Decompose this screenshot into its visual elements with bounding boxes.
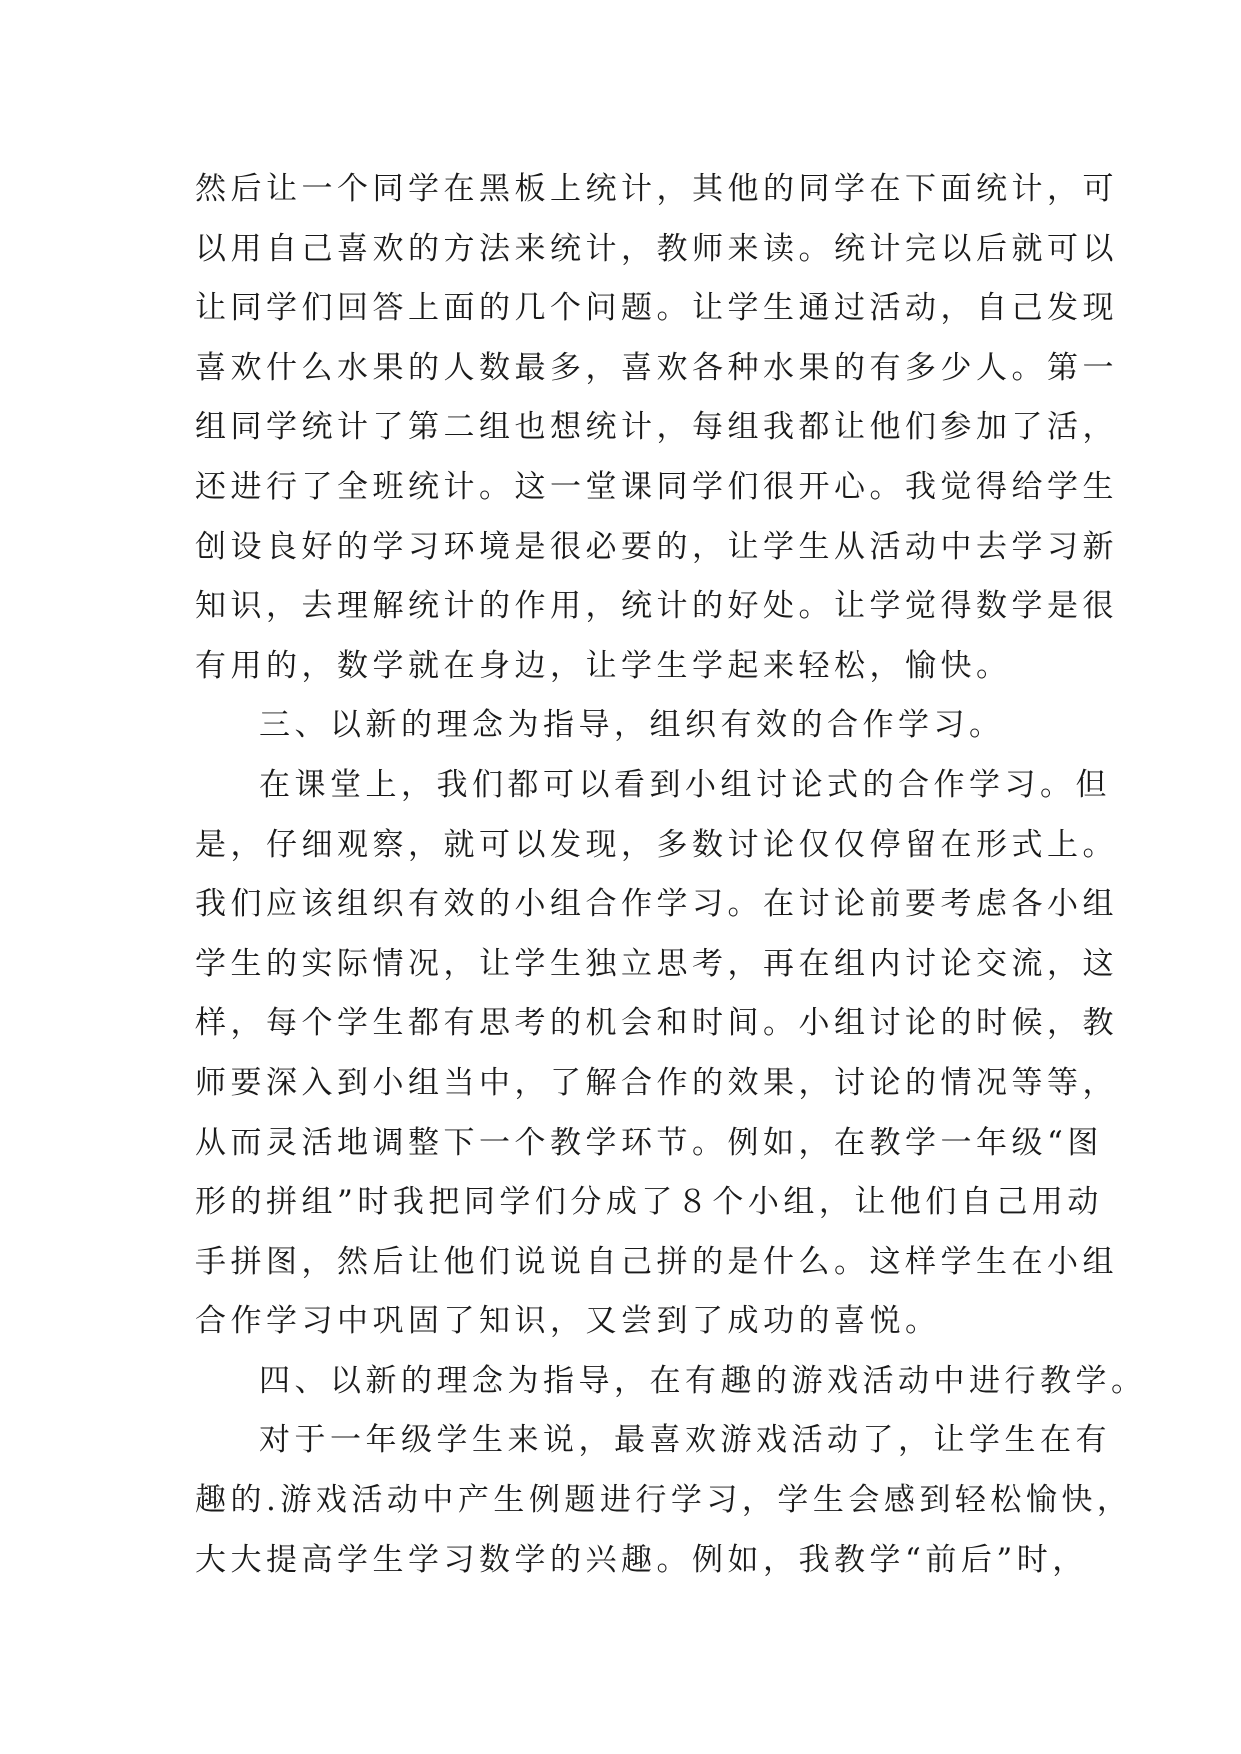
text-line: 然后让一个同学在黑板上统计，其他的同学在下面统计，可 bbox=[195, 171, 1118, 207]
text-line: 对于一年级学生来说，最喜欢游戏活动了，让学生在有 bbox=[259, 1422, 1111, 1459]
text-line: 师要深入到小组当中，了解合作的效果，讨论的情况等等， bbox=[195, 1064, 1118, 1101]
text-line: 还进行了全班统计。这一堂课同学们很开心。我觉得给学生 bbox=[195, 468, 1118, 505]
section-heading: 四、以新的理念为指导，在有趣的游戏活动中进行教学。 bbox=[259, 1362, 1147, 1399]
section-heading: 三、以新的理念为指导，组织有效的合作学习。 bbox=[259, 707, 1005, 744]
text-line: 学生的实际情况，让学生独立思考，再在组内讨论交流，这 bbox=[195, 945, 1118, 982]
text-line: 合作学习中巩固了知识，又尝到了成功的喜悦。 bbox=[195, 1303, 941, 1340]
text-line: 手拼图，然后让他们说说自己拼的是什么。这样学生在小组 bbox=[195, 1243, 1118, 1280]
text-line: 我们应该组织有效的小组合作学习。在讨论前要考虑各小组 bbox=[195, 886, 1118, 923]
text-line: 创设良好的学习环境是很必要的，让学生从活动中去学习新 bbox=[195, 528, 1118, 565]
text-line: 组同学统计了第二组也想统计，每组我都让他们参加了活， bbox=[195, 409, 1118, 446]
text-line: 有用的，数学就在身边，让学生学起来轻松，愉快。 bbox=[195, 647, 1012, 684]
text-line: 知识，去理解统计的作用，统计的好处。让学觉得数学是很 bbox=[195, 588, 1118, 625]
text-line: 从而灵活地调整下一个教学环节。例如，在教学一年级“图 bbox=[195, 1124, 1103, 1161]
text-line: 大大提高学生学习数学的兴趣。例如，我教学“前后”时， bbox=[195, 1541, 1088, 1578]
text-line: 形的拼组”时我把同学们分成了８个小组，让他们自己用动 bbox=[195, 1184, 1103, 1221]
text-line: 趣的.游戏活动中产生例题进行学习，学生会感到轻松愉快， bbox=[195, 1482, 1133, 1519]
text-line: 让同学们回答上面的几个问题。让学生通过活动，自己发现 bbox=[195, 290, 1118, 327]
text-line: 以用自己喜欢的方法来统计，教师来读。统计完以后就可以 bbox=[195, 230, 1118, 267]
text-line: 样，每个学生都有思考的机会和时间。小组讨论的时候，教 bbox=[195, 1005, 1118, 1042]
text-line: 在课堂上，我们都可以看到小组讨论式的合作学习。但 bbox=[259, 766, 1111, 803]
body-text bbox=[195, 160, 1147, 1590]
text-line: 是，仔细观察，就可以发现，多数讨论仅仅停留在形式上。 bbox=[195, 826, 1118, 863]
text-line: 喜欢什么水果的人数最多，喜欢各种水果的有多少人。第一 bbox=[195, 349, 1118, 386]
